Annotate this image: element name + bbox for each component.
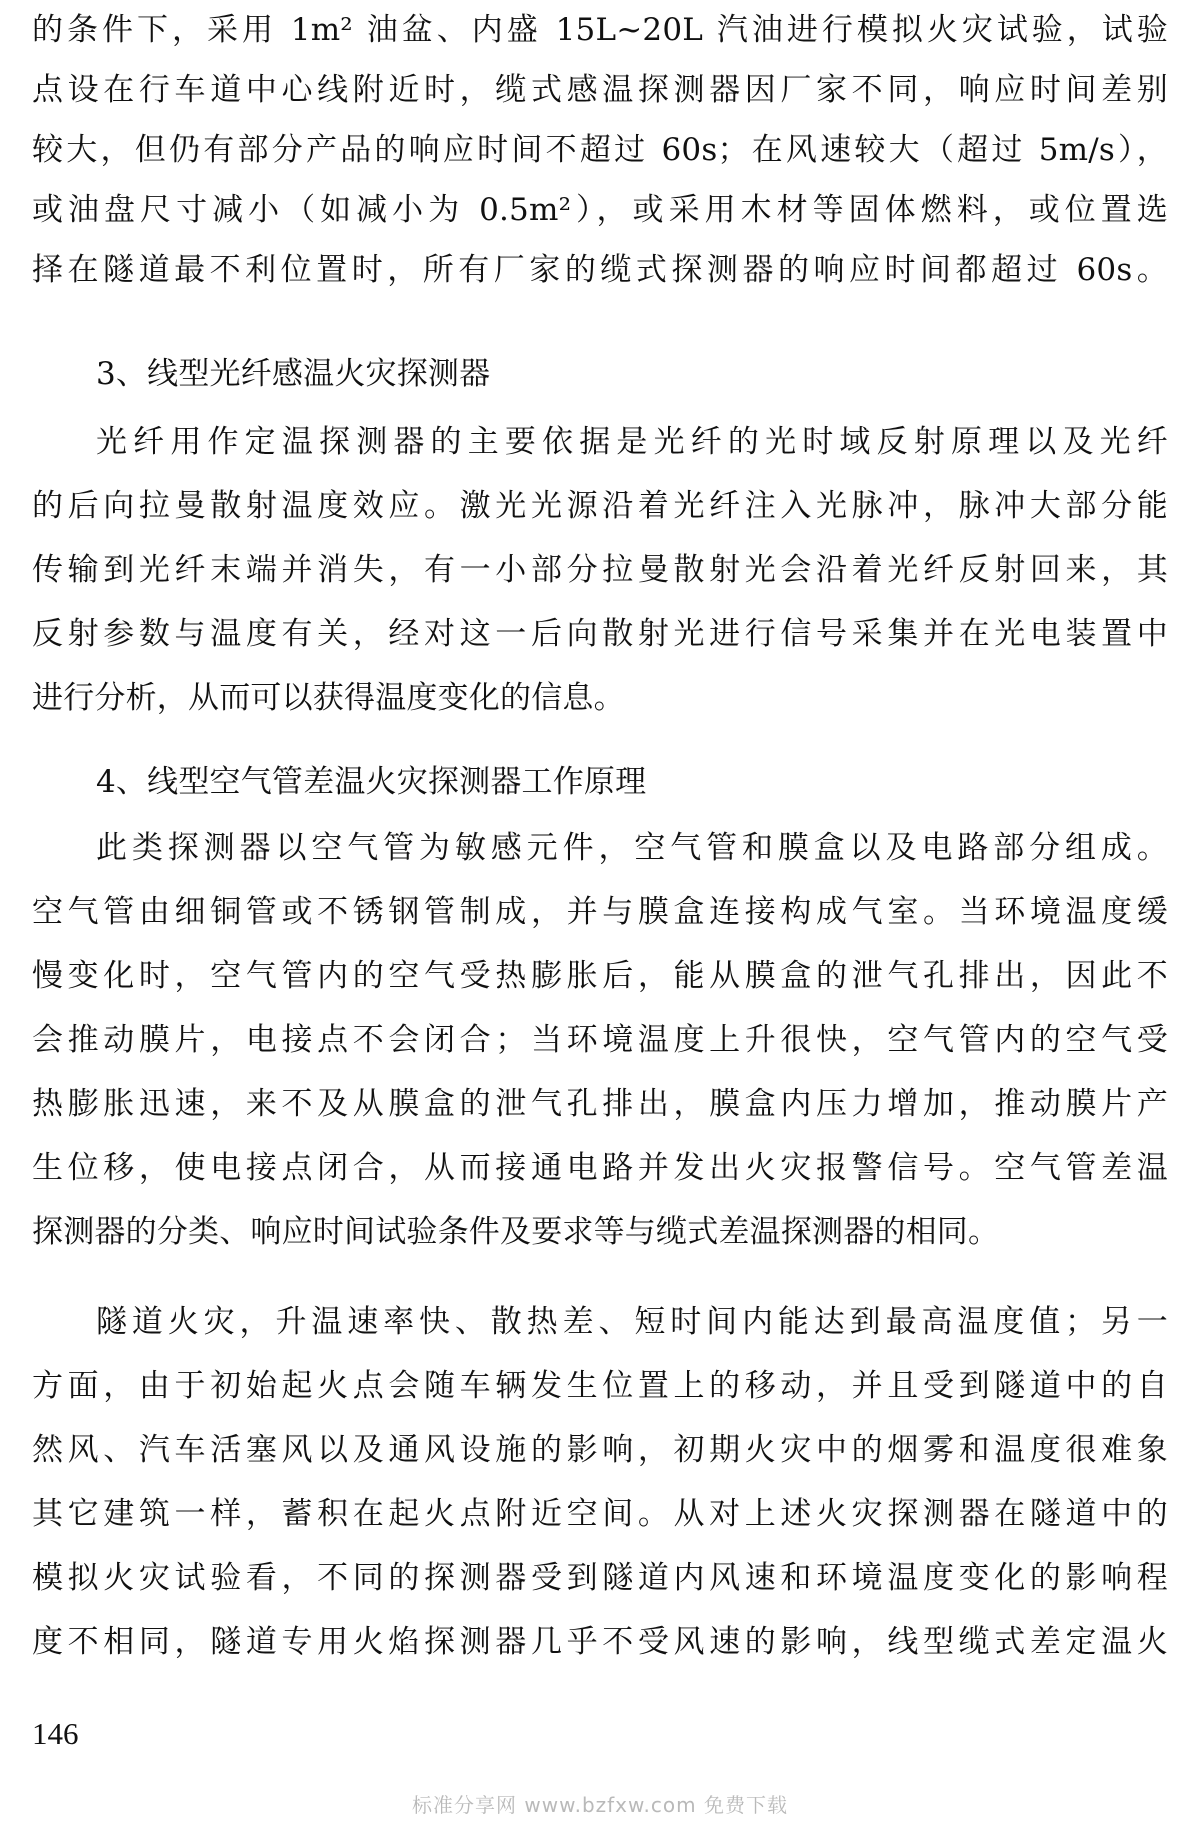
text-line: 或油盘尺寸减小（如减小为 0.5m²），或采用木材等固体燃料，或位置选: [32, 192, 1168, 228]
text-line: 点设在行车道中心线附近时，缆式感温探测器因厂家不同，响应时间差别: [32, 72, 1168, 108]
text-line: 隧道火灾，升温速率快、散热差、短时间内能达到最高温度值；另一: [96, 1304, 1168, 1340]
text-line: 会推动膜片，电接点不会闭合；当环境温度上升很快，空气管内的空气受: [32, 1022, 1168, 1058]
section-heading: 3、线型光纤感温火灾探测器: [96, 356, 491, 392]
text-line: 然风、汽车活塞风以及通风设施的影响，初期火灾中的烟雾和温度很难象: [32, 1432, 1168, 1468]
watermark-text: 标准分享网 www.bzfxw.com 免费下载: [412, 1793, 788, 1817]
text-line: 光纤用作定温探测器的主要依据是光纤的光时域反射原理以及光纤: [96, 424, 1168, 460]
text-line: 其它建筑一样，蓄积在起火点附近空间。从对上述火灾探测器在隧道中的: [32, 1496, 1168, 1532]
text-line: 的条件下，采用 1m² 油盆、内盛 15L~20L 汽油进行模拟火灾试验，试验: [32, 12, 1168, 48]
text-line: 热膨胀迅速，来不及从膜盒的泄气孔排出，膜盒内压力增加，推动膜片产: [32, 1086, 1168, 1122]
text-line: 此类探测器以空气管为敏感元件，空气管和膜盒以及电路部分组成。: [96, 830, 1168, 866]
section-heading: 4、线型空气管差温火灾探测器工作原理: [96, 764, 647, 800]
page-number: 146: [32, 1716, 79, 1751]
text-line: 进行分析，从而可以获得温度变化的信息。: [32, 680, 625, 716]
text-line: 空气管由细铜管或不锈钢管制成，并与膜盒连接构成气室。当环境温度缓: [32, 894, 1168, 930]
text-line: 较大，但仍有部分产品的响应时间不超过 60s；在风速较大（超过 5m/s），: [32, 132, 1168, 168]
text-line: 模拟火灾试验看，不同的探测器受到隧道内风速和环境温度变化的影响程: [32, 1560, 1168, 1596]
text-line: 择在隧道最不利位置时，所有厂家的缆式探测器的响应时间都超过 60s。: [32, 252, 1168, 288]
text-line: 反射参数与温度有关，经对这一后向散射光进行信号采集并在光电装置中: [32, 616, 1168, 652]
text-line: 探测器的分类、响应时间试验条件及要求等与缆式差温探测器的相同。: [32, 1214, 1000, 1250]
text-line: 方面，由于初始起火点会随车辆发生位置上的移动，并且受到隧道中的自: [32, 1368, 1168, 1404]
text-line: 生位移，使电接点闭合，从而接通电路并发出火灾报警信号。空气管差温: [32, 1150, 1168, 1186]
text-line: 的后向拉曼散射温度效应。激光光源沿着光纤注入光脉冲，脉冲大部分能: [32, 488, 1168, 524]
text-line: 传输到光纤末端并消失，有一小部分拉曼散射光会沿着光纤反射回来，其: [32, 552, 1168, 588]
text-line: 度不相同，隧道专用火焰探测器几乎不受风速的影响，线型缆式差定温火: [32, 1624, 1168, 1660]
text-line: 慢变化时，空气管内的空气受热膨胀后，能从膜盒的泄气孔排出，因此不: [32, 958, 1168, 994]
